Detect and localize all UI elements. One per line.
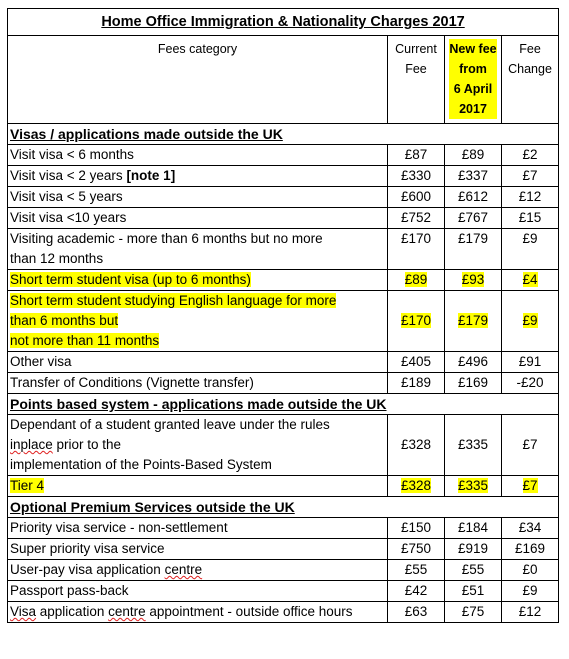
row-label: [8, 602, 388, 623]
current-fee-cell: £170: [388, 229, 445, 270]
new-fee-cell: £337: [445, 166, 502, 187]
current-fee-cell: £87: [388, 145, 445, 166]
current-fee-cell: £600: [388, 187, 445, 208]
highlighted-label-line: not more than 11 months: [10, 333, 160, 348]
header-new-fee: [445, 36, 502, 124]
new-fee-cell: £55: [445, 560, 502, 581]
current-fee-cell: £328: [388, 415, 445, 476]
title-row: [8, 9, 559, 36]
highlighted-value: £328: [400, 478, 432, 493]
highlighted-value: £9: [522, 313, 538, 328]
header-current-line: Fee: [405, 62, 427, 76]
row-label-line: Visiting academic - more than 6 months but no more: [10, 231, 323, 246]
new-fee-cell: £184: [445, 518, 502, 539]
section-points-title: Points based system - applications made outside the UK: [8, 394, 559, 415]
new-fee-cell: [445, 270, 502, 291]
row-label-text: User-pay visa application: [10, 562, 165, 577]
fee-change-cell: [502, 270, 559, 291]
header-new-line: 6 April: [453, 82, 493, 96]
fee-change-cell: £34: [502, 518, 559, 539]
table-row: [8, 187, 559, 208]
table-row: [8, 476, 559, 497]
section-visas-title: Visas / applications made outside the UK: [8, 124, 559, 145]
fee-change-cell: £9: [502, 229, 559, 270]
row-label: Passport pass-back: [8, 581, 388, 602]
header-current-line: Current: [395, 42, 437, 56]
row-label: [8, 560, 388, 581]
fee-change-cell: £0: [502, 560, 559, 581]
row-label: Priority visa service - non-settlement: [8, 518, 388, 539]
table-row: [8, 229, 559, 270]
row-label-text: appointment - outside office hours: [145, 604, 353, 619]
current-fee-cell: [388, 476, 445, 497]
row-label: [8, 415, 388, 476]
new-fee-cell: £612: [445, 187, 502, 208]
header-change-line: Fee: [519, 42, 541, 56]
highlighted-label-line: than 6 months but: [10, 313, 119, 328]
row-label: Transfer of Conditions (Vignette transfer): [8, 373, 388, 394]
row-label: [8, 291, 388, 352]
header-new-line: New fee: [449, 42, 497, 56]
header-new-line: from: [459, 62, 487, 76]
section-row: [8, 394, 559, 415]
new-fee-cell: £169: [445, 373, 502, 394]
current-fee-cell: [388, 291, 445, 352]
header-change-line: Change: [508, 62, 552, 76]
fees-document: [7, 8, 559, 623]
spellcheck-word: Visa: [10, 604, 37, 619]
note-reference: [note 1]: [126, 168, 176, 183]
table-row: [8, 145, 559, 166]
highlighted-label: Short term student visa (up to 6 months): [10, 272, 251, 287]
row-label: Other visa: [8, 352, 388, 373]
fee-change-cell: -£20: [502, 373, 559, 394]
current-fee-cell: £405: [388, 352, 445, 373]
table-row: [8, 415, 559, 476]
fees-table: [7, 8, 559, 623]
row-label-line: than 12 months: [10, 251, 104, 266]
current-fee-cell: £42: [388, 581, 445, 602]
new-fee-cell: £75: [445, 602, 502, 623]
header-new-line: 2017: [459, 102, 487, 116]
fee-change-cell: £2: [502, 145, 559, 166]
highlighted-value: £93: [461, 272, 485, 287]
highlighted-value: £179: [457, 313, 489, 328]
current-fee-cell: [388, 270, 445, 291]
table-row: [8, 518, 559, 539]
highlighted-value: £4: [522, 272, 538, 287]
current-fee-cell: £55: [388, 560, 445, 581]
row-label: [8, 166, 388, 187]
current-fee-cell: £150: [388, 518, 445, 539]
row-label-line: prior to the: [52, 437, 122, 452]
highlighted-label: Tier 4: [10, 478, 45, 493]
new-fee-cell: [445, 291, 502, 352]
new-fee-cell: £767: [445, 208, 502, 229]
fee-change-cell: £7: [502, 415, 559, 476]
current-fee-cell: £752: [388, 208, 445, 229]
row-label: Visit visa < 5 years: [8, 187, 388, 208]
highlighted-value: £170: [400, 313, 432, 328]
table-row: [8, 581, 559, 602]
new-fee-cell: [445, 476, 502, 497]
new-fee-cell: £51: [445, 581, 502, 602]
fee-change-cell: £12: [502, 602, 559, 623]
table-row: [8, 166, 559, 187]
table-row: [8, 602, 559, 623]
new-fee-cell: £335: [445, 415, 502, 476]
current-fee-cell: £63: [388, 602, 445, 623]
spellcheck-word: centre: [108, 604, 146, 619]
fee-change-cell: £169: [502, 539, 559, 560]
table-row: [8, 560, 559, 581]
fee-change-cell: £12: [502, 187, 559, 208]
row-label: Visit visa < 6 months: [8, 145, 388, 166]
fee-change-cell: £15: [502, 208, 559, 229]
row-label-text: application: [36, 604, 109, 619]
spellcheck-word: inplace: [10, 437, 53, 452]
current-fee-cell: £330: [388, 166, 445, 187]
current-fee-cell: £750: [388, 539, 445, 560]
fee-change-cell: £9: [502, 581, 559, 602]
row-label: [8, 270, 388, 291]
header-current-fee: [388, 36, 445, 124]
table-row: [8, 352, 559, 373]
section-row: [8, 124, 559, 145]
row-label-text: Visit visa < 2 years: [10, 168, 127, 183]
current-fee-cell: £189: [388, 373, 445, 394]
row-label-line: Dependant of a student granted leave under the rules: [10, 417, 330, 432]
row-label: [8, 229, 388, 270]
new-fee-cell: £89: [445, 145, 502, 166]
section-premium-title: Optional Premium Services outside the UK: [8, 497, 559, 518]
fee-change-cell: [502, 291, 559, 352]
section-row: [8, 497, 559, 518]
fee-change-cell: £7: [502, 166, 559, 187]
table-row: [8, 373, 559, 394]
new-fee-cell: £496: [445, 352, 502, 373]
table-title: Home Office Immigration & Nationality Charges 2017: [8, 9, 559, 36]
highlighted-value: £89: [404, 272, 428, 287]
new-fee-cell: £179: [445, 229, 502, 270]
header-fee-change: [502, 36, 559, 124]
table-row: [8, 291, 559, 352]
row-label: [8, 476, 388, 497]
table-row: [8, 539, 559, 560]
row-label: Visit visa <10 years: [8, 208, 388, 229]
header-row: [8, 36, 559, 124]
row-label: Super priority visa service: [8, 539, 388, 560]
highlighted-label-line: Short term student studying English language for more: [10, 293, 337, 308]
spellcheck-word: centre: [164, 562, 203, 577]
table-row: [8, 270, 559, 291]
row-label-line: implementation of the Points-Based System: [10, 457, 272, 472]
highlighted-value: £7: [522, 478, 538, 493]
header-fees-category: Fees category: [8, 36, 388, 124]
table-row: [8, 208, 559, 229]
highlighted-value: £335: [457, 478, 489, 493]
fee-change-cell: £91: [502, 352, 559, 373]
fee-change-cell: [502, 476, 559, 497]
new-fee-cell: £919: [445, 539, 502, 560]
header-new-highlight: [449, 39, 496, 119]
